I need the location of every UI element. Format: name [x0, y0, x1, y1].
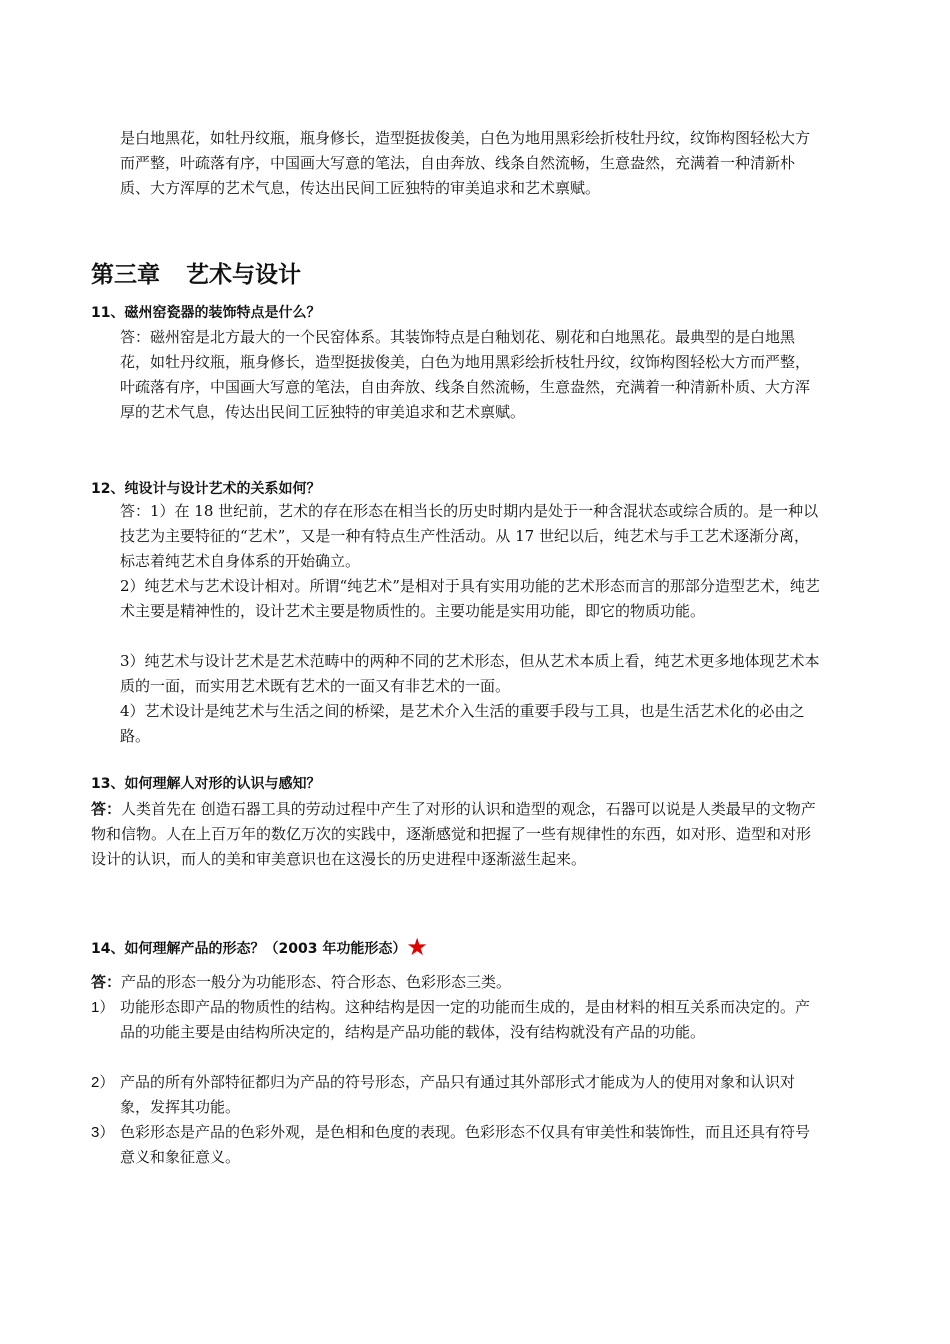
question-14 [91, 933, 820, 961]
list-item-text: 功能形态即产品的物质性的结构。这种结构是因一定的功能而生成的，是由材料的相互关系而决定的。产品的功能主要是由结构所决定的，结构是产品功能的载体，没有结构就没有产品的功能。 [120, 998, 811, 1041]
list-item-text: 产品的所有外部特征都归为产品的符号形态，产品只有通过其外部形式才能成为人的使用对象和认识对象，发挥其功能。 [120, 1073, 796, 1116]
answer-label: 答： [91, 800, 122, 818]
chapter-heading [91, 259, 301, 291]
answer-12-point-1: 答：1）在 18 世纪前，艺术的存在形态在相当长的历史时期内是处于一种含混状态或综合质的。是一种以技艺为主要特征的“艺术”，又是一种有特点生产性活动。从 17 世纪以后，纯艺术与手工艺术逐渐分离，标志着纯艺术自身体系的开始确立。 [120, 502, 819, 570]
question-11: 11、磁州窑瓷器的装饰特点是什么？ [91, 305, 321, 321]
answer-13 [91, 797, 820, 872]
answer-12-point-4: 4）艺术设计是纯艺术与生活之间的桥梁，是艺术介入生活的重要手段与工具，也是生活艺术化的必由之路。 [120, 702, 805, 745]
list-item [91, 1070, 820, 1120]
list-item-number: 3） [91, 1124, 115, 1141]
continued-paragraph: 是白地黑花，如牡丹纹瓶，瓶身修长，造型挺拔俊美，白色为地用黑彩绘折枝牡丹纹，纹饰构图轻松大方而严整，叶疏落有序，中国画大写意的笔法，自由奔放、线条自然流畅，生意盎然，充满着一种清新朴质、大方浑厚的艺术气息，传达出民间工匠独特的审美追求和艺术禀赋。 [120, 129, 811, 197]
chapter-title: 艺术与设计 [186, 262, 301, 288]
list-item [91, 1120, 820, 1170]
answer-14-intro [91, 970, 820, 995]
question-12: 12、纯设计与设计艺术的关系如何？ [91, 481, 321, 497]
list-item [91, 995, 820, 1045]
answer-14-intro-text: 产品的形态一般分为功能形态、符合形态、色彩形态三类。 [121, 973, 512, 991]
list-item-number: 2） [91, 1074, 115, 1091]
star-icon: ★ [406, 933, 428, 961]
answer-11: 答：磁州窑是北方最大的一个民窑体系。其装饰特点是白釉划花、剔花和白地黑花。最典型的是白地黑花，如牡丹纹瓶，瓶身修长，造型挺拔俊美，白色为地用黑彩绘折枝牡丹纹，纹饰构图轻松大方而严整，叶疏落有序，中国画大写意的笔法，自由奔放、线条自然流畅，生意盎然，充满着一种清新朴质、大方浑厚的艺术气息，传达出民间工匠独特的审美追求和艺术禀赋。 [120, 328, 811, 421]
answer-12-point-2: 2）纯艺术与艺术设计相对。所谓“纯艺术”是相对于具有实用功能的艺术形态而言的那部分造型艺术，纯艺术主要是精神性的，设计艺术主要是物质性的。主要功能是实用功能，即它的物质功能。 [120, 577, 820, 620]
list-item-number: 1） [91, 999, 115, 1016]
answer-label: 答： [91, 973, 122, 991]
question-14-text: 14、如何理解产品的形态？（2003 年功能形态） [91, 941, 407, 957]
answer-12-point-3: 3）纯艺术与设计艺术是艺术范畴中的两种不同的艺术形态，但从艺术本质上看，纯艺术更多地体现艺术本质的一面，而实用艺术既有艺术的一面又有非艺术的一面。 [120, 652, 820, 695]
question-13: 13、如何理解人对形的认识与感知？ [91, 776, 321, 792]
list-item-text: 色彩形态是产品的色彩外观，是色相和色度的表现。色彩形态不仅具有审美性和装饰性，而且还具有符号意义和象征意义。 [120, 1123, 811, 1166]
answer-13-text: 人类首先在 创造石器工具的劳动过程中产生了对形的认识和造型的观念，石器可以说是人类最早的文物产物和信物。人在上百万年的数亿万次的实践中，逐渐感觉和把握了一些有规律性的东西，如对形、造型和对形设计的认识，而人的美和审美意识也在这漫长的历史进程中逐渐滋生起来。 [91, 800, 816, 868]
chapter-number: 第三章 [91, 262, 160, 288]
